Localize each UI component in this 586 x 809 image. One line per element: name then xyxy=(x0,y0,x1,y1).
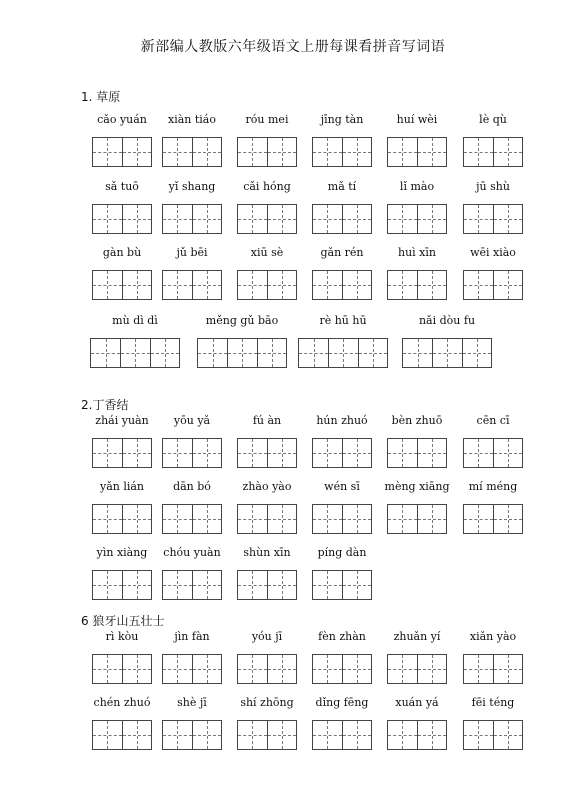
pinyin-label: jīng tàn xyxy=(320,113,364,126)
writing-grid[interactable] xyxy=(162,570,222,600)
pinyin-label: xiàn tiáo xyxy=(168,113,216,126)
writing-grid[interactable] xyxy=(197,338,287,368)
pinyin-label: chén zhuó xyxy=(93,696,151,709)
pinyin-label: mù dì dì xyxy=(112,314,158,327)
pinyin-label: zhái yuàn xyxy=(95,414,149,427)
tianzige-cell[interactable] xyxy=(464,505,493,533)
tianzige-cell[interactable] xyxy=(388,271,417,299)
tianzige-cell[interactable] xyxy=(313,505,342,533)
word-row xyxy=(0,546,586,618)
writing-grid[interactable] xyxy=(463,654,523,684)
writing-grid[interactable] xyxy=(92,137,152,167)
tianzige-cell[interactable] xyxy=(192,138,221,166)
tianzige-cell[interactable] xyxy=(122,571,151,599)
tianzige-cell[interactable] xyxy=(238,721,267,749)
writing-grid[interactable] xyxy=(463,720,523,750)
tianzige-cell[interactable] xyxy=(417,138,446,166)
writing-grid[interactable] xyxy=(402,338,492,368)
tianzige-cell[interactable] xyxy=(493,138,522,166)
tianzige-cell[interactable] xyxy=(267,655,296,683)
writing-grid[interactable] xyxy=(237,504,297,534)
tianzige-cell[interactable] xyxy=(267,721,296,749)
tianzige-cell[interactable] xyxy=(93,439,122,467)
word-row xyxy=(0,696,586,768)
pinyin-label: fēi téng xyxy=(471,696,515,709)
writing-grid[interactable] xyxy=(387,504,447,534)
tianzige-cell[interactable] xyxy=(342,505,371,533)
word-row xyxy=(0,180,586,252)
pinyin-label: gǎn rén xyxy=(320,246,364,259)
tianzige-cell[interactable] xyxy=(238,205,267,233)
word-row xyxy=(0,113,586,185)
tianzige-cell[interactable] xyxy=(464,138,493,166)
tianzige-cell[interactable] xyxy=(93,505,122,533)
tianzige-cell[interactable] xyxy=(267,205,296,233)
tianzige-cell[interactable] xyxy=(313,205,342,233)
tianzige-cell[interactable] xyxy=(403,339,432,367)
writing-grid[interactable] xyxy=(92,204,152,234)
tianzige-cell[interactable] xyxy=(493,655,522,683)
pinyin-label: dān bó xyxy=(173,480,211,493)
tianzige-cell[interactable] xyxy=(342,138,371,166)
writing-grid[interactable] xyxy=(463,137,523,167)
writing-grid[interactable] xyxy=(237,137,297,167)
tianzige-cell[interactable] xyxy=(328,339,357,367)
writing-grid[interactable] xyxy=(387,654,447,684)
writing-grid[interactable] xyxy=(237,720,297,750)
tianzige-cell[interactable] xyxy=(122,271,151,299)
writing-grid[interactable] xyxy=(162,137,222,167)
writing-grid[interactable] xyxy=(463,204,523,234)
tianzige-cell[interactable] xyxy=(313,138,342,166)
tianzige-cell[interactable] xyxy=(342,439,371,467)
tianzige-cell[interactable] xyxy=(493,271,522,299)
tianzige-cell[interactable] xyxy=(257,339,286,367)
writing-grid[interactable] xyxy=(312,720,372,750)
tianzige-cell[interactable] xyxy=(192,571,221,599)
pinyin-label: yōu yǎ xyxy=(173,414,211,427)
tianzige-cell[interactable] xyxy=(267,505,296,533)
tianzige-cell[interactable] xyxy=(388,505,417,533)
page-title: 新部编人教版六年级语文上册每课看拼音写词语 xyxy=(140,39,446,55)
tianzige-cell[interactable] xyxy=(432,339,461,367)
writing-grid[interactable] xyxy=(312,270,372,300)
tianzige-cell[interactable] xyxy=(163,721,192,749)
pinyin-label: róu mei xyxy=(245,113,289,126)
tianzige-cell[interactable] xyxy=(93,655,122,683)
tianzige-cell[interactable] xyxy=(462,339,491,367)
tianzige-cell[interactable] xyxy=(417,721,446,749)
tianzige-cell[interactable] xyxy=(388,721,417,749)
writing-grid[interactable] xyxy=(463,504,523,534)
tianzige-cell[interactable] xyxy=(464,205,493,233)
pinyin-label: jū shù xyxy=(476,180,510,193)
tianzige-cell[interactable] xyxy=(122,439,151,467)
pinyin-label: yǎn lián xyxy=(99,480,145,493)
writing-grid[interactable] xyxy=(162,270,222,300)
tianzige-cell[interactable] xyxy=(91,339,120,367)
tianzige-cell[interactable] xyxy=(342,655,371,683)
pinyin-label: shùn xīn xyxy=(243,546,291,559)
tianzige-cell[interactable] xyxy=(192,655,221,683)
pinyin-label: rì kòu xyxy=(105,630,139,643)
tianzige-cell[interactable] xyxy=(238,138,267,166)
pinyin-label: mèng xiāng xyxy=(384,480,450,493)
writing-grid[interactable] xyxy=(237,438,297,468)
pinyin-label: xiū sè xyxy=(250,246,284,259)
writing-grid[interactable] xyxy=(162,204,222,234)
tianzige-cell[interactable] xyxy=(464,655,493,683)
pinyin-label: mí méng xyxy=(468,480,518,493)
pinyin-label: lǐ mào xyxy=(399,180,435,193)
tianzige-cell[interactable] xyxy=(163,439,192,467)
pinyin-label: yǐ shang xyxy=(168,180,216,193)
writing-grid[interactable] xyxy=(162,720,222,750)
writing-grid[interactable] xyxy=(92,438,152,468)
writing-grid[interactable] xyxy=(90,338,180,368)
tianzige-cell[interactable] xyxy=(313,571,342,599)
tianzige-cell[interactable] xyxy=(238,505,267,533)
tianzige-cell[interactable] xyxy=(93,205,122,233)
writing-grid[interactable] xyxy=(298,338,388,368)
pinyin-label: huì xīn xyxy=(398,246,436,259)
tianzige-cell[interactable] xyxy=(122,655,151,683)
tianzige-cell[interactable] xyxy=(227,339,256,367)
tianzige-cell[interactable] xyxy=(417,439,446,467)
tianzige-cell[interactable] xyxy=(417,271,446,299)
tianzige-cell[interactable] xyxy=(238,271,267,299)
writing-grid[interactable] xyxy=(387,270,447,300)
tianzige-cell[interactable] xyxy=(417,205,446,233)
word-row xyxy=(0,630,586,702)
tianzige-cell[interactable] xyxy=(198,339,227,367)
pinyin-label: shí zhōng xyxy=(240,696,294,709)
tianzige-cell[interactable] xyxy=(464,721,493,749)
tianzige-cell[interactable] xyxy=(493,439,522,467)
tianzige-cell[interactable] xyxy=(313,655,342,683)
writing-grid[interactable] xyxy=(312,654,372,684)
pinyin-label: fú àn xyxy=(252,414,282,427)
writing-grid[interactable] xyxy=(92,270,152,300)
tianzige-cell[interactable] xyxy=(342,271,371,299)
writing-grid[interactable] xyxy=(162,504,222,534)
tianzige-cell[interactable] xyxy=(163,205,192,233)
tianzige-cell[interactable] xyxy=(342,721,371,749)
tianzige-cell[interactable] xyxy=(122,505,151,533)
pinyin-label: lè qù xyxy=(479,113,507,126)
writing-grid[interactable] xyxy=(92,720,152,750)
pinyin-label: xuán yá xyxy=(395,696,439,709)
writing-grid[interactable] xyxy=(312,137,372,167)
tianzige-cell[interactable] xyxy=(267,271,296,299)
writing-grid[interactable] xyxy=(387,720,447,750)
tianzige-cell[interactable] xyxy=(163,655,192,683)
writing-grid[interactable] xyxy=(463,438,523,468)
tianzige-cell[interactable] xyxy=(238,439,267,467)
tianzige-cell[interactable] xyxy=(192,439,221,467)
pinyin-label: hún zhuó xyxy=(316,414,368,427)
pinyin-label: fèn zhàn xyxy=(318,630,366,643)
tianzige-cell[interactable] xyxy=(299,339,328,367)
word-row xyxy=(0,246,586,318)
tianzige-cell[interactable] xyxy=(313,721,342,749)
pinyin-label: yìn xiàng xyxy=(96,546,148,559)
tianzige-cell[interactable] xyxy=(122,138,151,166)
tianzige-cell[interactable] xyxy=(122,205,151,233)
tianzige-cell[interactable] xyxy=(313,271,342,299)
tianzige-cell[interactable] xyxy=(388,439,417,467)
pinyin-label: wén sī xyxy=(324,480,360,493)
pinyin-label: jìn fàn xyxy=(174,630,210,643)
pinyin-label: rè hū hū xyxy=(319,314,367,327)
tianzige-cell[interactable] xyxy=(93,138,122,166)
tianzige-cell[interactable] xyxy=(464,439,493,467)
writing-grid[interactable] xyxy=(312,438,372,468)
pinyin-label: bèn zhuō xyxy=(391,414,443,427)
tianzige-cell[interactable] xyxy=(313,439,342,467)
writing-grid[interactable] xyxy=(92,570,152,600)
pinyin-label: yóu jī xyxy=(251,630,283,643)
pinyin-label: shè jī xyxy=(177,696,207,709)
tianzige-cell[interactable] xyxy=(163,505,192,533)
tianzige-cell[interactable] xyxy=(417,655,446,683)
writing-grid[interactable] xyxy=(312,570,372,600)
writing-grid[interactable] xyxy=(237,654,297,684)
tianzige-cell[interactable] xyxy=(93,571,122,599)
writing-grid[interactable] xyxy=(162,438,222,468)
word-row xyxy=(0,414,586,486)
writing-grid[interactable] xyxy=(387,438,447,468)
pinyin-label: zhuǎn yí xyxy=(393,630,441,643)
tianzige-cell[interactable] xyxy=(93,721,122,749)
tianzige-cell[interactable] xyxy=(192,271,221,299)
pinyin-label: cǎo yuán xyxy=(97,113,147,126)
section-title: 2.丁香结 xyxy=(81,398,129,412)
tianzige-cell[interactable] xyxy=(163,571,192,599)
pinyin-label: wēi xiào xyxy=(470,246,516,259)
writing-grid[interactable] xyxy=(312,504,372,534)
writing-grid[interactable] xyxy=(92,654,152,684)
tianzige-cell[interactable] xyxy=(93,271,122,299)
tianzige-cell[interactable] xyxy=(192,721,221,749)
writing-grid[interactable] xyxy=(237,204,297,234)
tianzige-cell[interactable] xyxy=(238,571,267,599)
tianzige-cell[interactable] xyxy=(342,205,371,233)
tianzige-cell[interactable] xyxy=(388,205,417,233)
writing-grid[interactable] xyxy=(237,270,297,300)
tianzige-cell[interactable] xyxy=(267,439,296,467)
tianzige-cell[interactable] xyxy=(267,571,296,599)
pinyin-label: mǎ tí xyxy=(327,180,357,193)
writing-grid[interactable] xyxy=(387,137,447,167)
tianzige-cell[interactable] xyxy=(417,505,446,533)
word-row xyxy=(0,314,586,386)
writing-grid[interactable] xyxy=(92,504,152,534)
pinyin-label: nǎi dòu fu xyxy=(418,314,476,327)
tianzige-cell[interactable] xyxy=(358,339,387,367)
tianzige-cell[interactable] xyxy=(163,271,192,299)
writing-grid[interactable] xyxy=(463,270,523,300)
pinyin-label: měng gǔ bāo xyxy=(205,314,279,327)
writing-grid[interactable] xyxy=(387,204,447,234)
tianzige-cell[interactable] xyxy=(192,505,221,533)
tianzige-cell[interactable] xyxy=(150,339,179,367)
pinyin-label: xiǎn yào xyxy=(469,630,517,643)
pinyin-label: sǎ tuō xyxy=(105,180,139,193)
pinyin-label: cǎi hóng xyxy=(243,180,291,193)
tianzige-cell[interactable] xyxy=(163,138,192,166)
pinyin-label: cēn cī xyxy=(476,414,510,427)
tianzige-cell[interactable] xyxy=(493,721,522,749)
pinyin-label: chóu yuàn xyxy=(163,546,221,559)
tianzige-cell[interactable] xyxy=(464,271,493,299)
tianzige-cell[interactable] xyxy=(342,571,371,599)
section-title: 6 狼牙山五壮士 xyxy=(81,614,165,628)
section-title: 1. 草原 xyxy=(81,90,121,104)
pinyin-label: jǔ bēi xyxy=(176,246,208,259)
tianzige-cell[interactable] xyxy=(388,138,417,166)
pinyin-label: dǐng fēng xyxy=(315,696,369,709)
writing-grid[interactable] xyxy=(237,570,297,600)
tianzige-cell[interactable] xyxy=(192,205,221,233)
tianzige-cell[interactable] xyxy=(238,655,267,683)
writing-grid[interactable] xyxy=(162,654,222,684)
tianzige-cell[interactable] xyxy=(388,655,417,683)
pinyin-label: gàn bù xyxy=(102,246,142,259)
tianzige-cell[interactable] xyxy=(267,138,296,166)
tianzige-cell[interactable] xyxy=(493,205,522,233)
pinyin-label: zhào yào xyxy=(242,480,292,493)
word-row xyxy=(0,480,586,552)
tianzige-cell[interactable] xyxy=(120,339,149,367)
pinyin-label: píng dàn xyxy=(317,546,367,559)
tianzige-cell[interactable] xyxy=(122,721,151,749)
writing-grid[interactable] xyxy=(312,204,372,234)
pinyin-label: huí wèi xyxy=(396,113,438,126)
tianzige-cell[interactable] xyxy=(493,505,522,533)
